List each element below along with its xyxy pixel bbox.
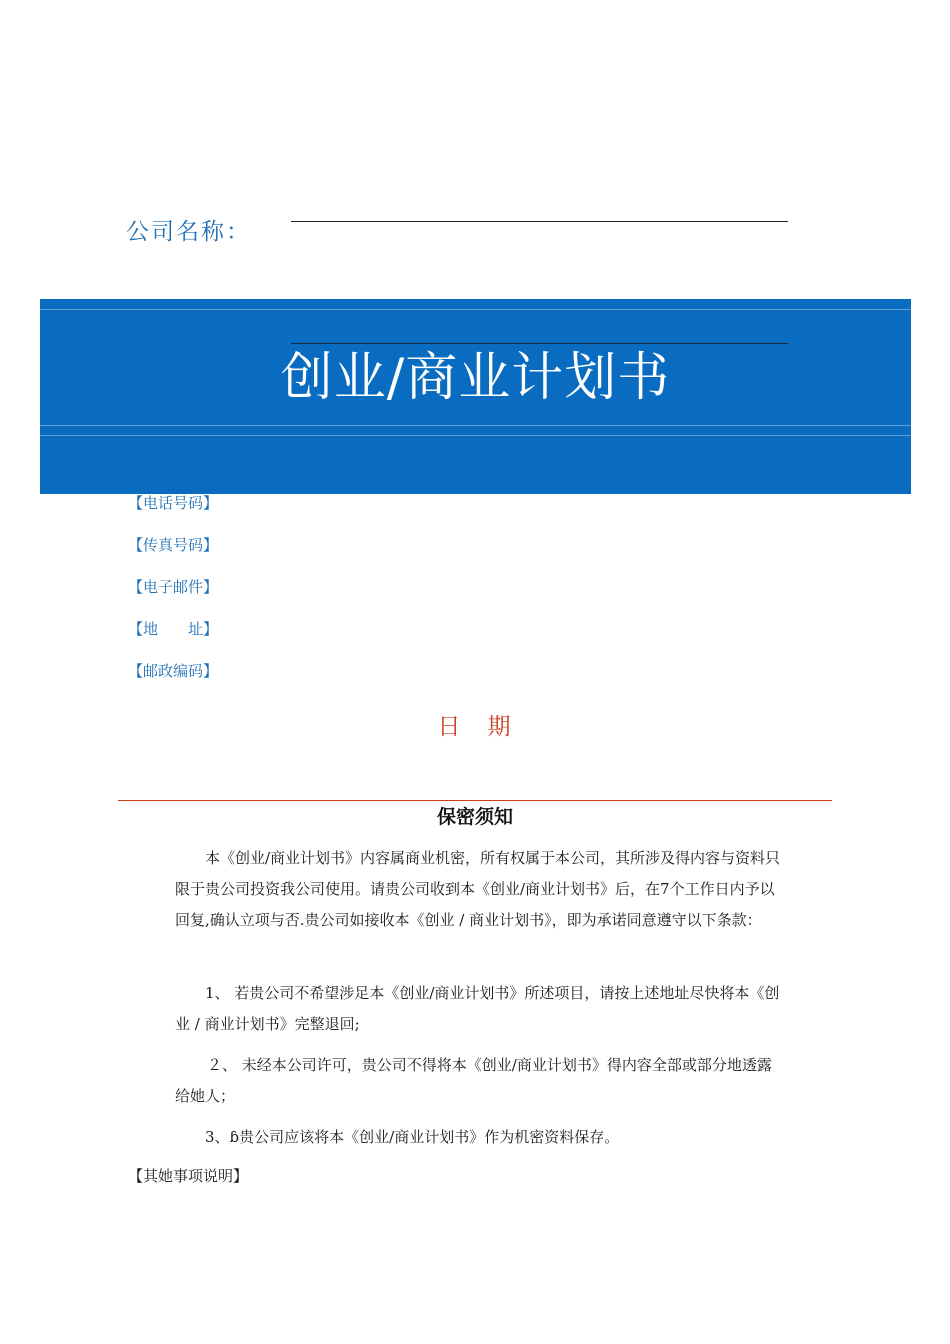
other-notes-label: 【其她事项说明】 (128, 1167, 249, 1185)
section-divider (118, 800, 832, 801)
confidentiality-intro: 本《创业/商业计划书》内容属商业机密，所有权属于本公司，其所涉及得内容与资料只限于贵公司投资我公司使用。请贵公司收到本《创业/商业计划书》后，在7个工作日内予以回复,确认立项与否.贵公司如接收本《创业 / 商业计划书》，即为承诺同意遵守以下条款： (175, 849, 781, 929)
phone-label: 【电话号码】 (128, 494, 219, 512)
clause-2: ２、 未经本公司许可，贵公司不得将本《创业/商业计划书》得内容全部或部分地透露给她人； (175, 1056, 772, 1105)
confidentiality-title: 保密须知 (436, 806, 513, 828)
email-label: 【电子邮件】 (128, 578, 219, 596)
address-label: 【地 址】 (128, 620, 219, 638)
postcode-label: 【邮政编码】 (128, 662, 219, 680)
fax-label: 【传真号码】 (128, 536, 219, 554)
title-banner (40, 299, 911, 494)
document-title: 创业/商业计划书 (280, 348, 671, 408)
date-label: 日 期 (437, 714, 513, 740)
banner-rule (40, 435, 911, 436)
banner-rule (40, 309, 911, 310)
company-name-label: 公司名称： (126, 219, 251, 245)
banner-rule (40, 425, 911, 426)
clause-3: 3、ɓ贵公司应该将本《创业/商业计划书》作为机密资料保存。 (205, 1128, 620, 1146)
company-name-line (291, 221, 788, 222)
clause-1: 1、 若贵公司不希望涉足本《创业/商业计划书》所述项目，请按上述地址尽快将本《创业 / 商业计划书》完整退回; (175, 984, 780, 1033)
